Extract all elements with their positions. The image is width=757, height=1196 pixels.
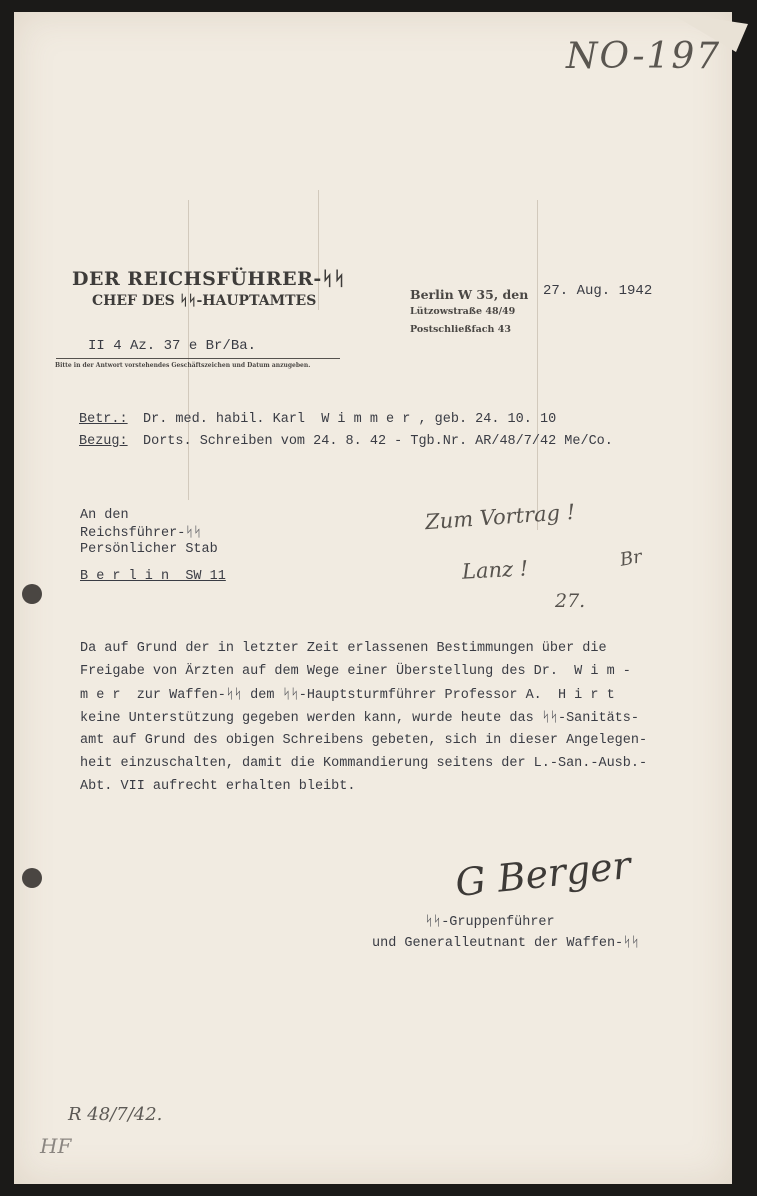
- body-line: Freigabe von Ärzten auf dem Wege einer Überstellung des Dr. W i m -: [80, 664, 631, 679]
- signature: G Berger: [453, 842, 633, 906]
- reference-note: Bitte in der Antwort vorstehendes Geschäftszeichen und Datum anzugeben.: [55, 362, 311, 369]
- fold-crease: [537, 200, 538, 530]
- body-line: m e r zur Waffen-ᛋᛋ dem ᛋᛋ-Hauptsturmführer Professor A. H i r t: [80, 688, 615, 703]
- sender-city-line: Berlin W 35, den: [410, 287, 529, 302]
- handwritten-initial: Br: [618, 546, 644, 571]
- reference-code: II 4 Az. 37 e Br/Ba.: [88, 338, 257, 354]
- signature-rank: und Generalleutnant der Waffen-ᛋᛋ: [372, 936, 640, 951]
- document-page: [14, 12, 732, 1184]
- punch-hole: [22, 868, 42, 888]
- recipient-line: Reichsführer-ᛋᛋ: [80, 526, 202, 541]
- recipient-line: An den: [80, 508, 129, 523]
- body-line: Abt. VII aufrecht erhalten bleibt.: [80, 779, 356, 794]
- letter-date: 27. Aug. 1942: [543, 283, 653, 299]
- letterhead-title: DER REICHSFÜHRER-ᛋᛋ: [72, 268, 346, 290]
- handwritten-note: Lanz !: [461, 556, 529, 584]
- sender-pobox: Postschließfach 43: [410, 324, 511, 335]
- file-number: R 48/7/42.: [68, 1104, 163, 1125]
- betr-text: Dr. med. habil. Karl W i m m e r , geb. 24. 10. 10: [143, 412, 557, 427]
- fold-crease: [318, 190, 319, 310]
- handwritten-note: Zum Vortrag !: [424, 499, 576, 535]
- punch-hole: [22, 584, 42, 604]
- body-line: heit einzuschalten, damit die Kommandierung seitens der L.-San.-Ausb.-: [80, 756, 648, 771]
- body-line: amt auf Grund des obigen Schreibens gebeten, sich in dieser Angelegen-: [80, 733, 648, 748]
- body-line: keine Unterstützung gegeben werden kann, wurde heute das ᛋᛋ-Sanitäts-: [80, 711, 639, 726]
- signature-rank: ᛋᛋ-Gruppenführer: [425, 915, 555, 930]
- body-line: Da auf Grund der in letzter Zeit erlassenen Bestimmungen über die: [80, 641, 607, 656]
- recipient-city: B e r l i n SW 11: [80, 569, 226, 584]
- recipient-line: Persönlicher Stab: [80, 542, 218, 557]
- letterhead-subtitle: CHEF DES ᛋᛋ-HAUPTAMTES: [92, 293, 317, 309]
- betr-label: Betr.:: [79, 412, 128, 427]
- sender-street: Lützowstraße 48/49: [410, 306, 516, 317]
- reference-rule: [56, 358, 340, 359]
- bezug-text: Dorts. Schreiben vom 24. 8. 42 - Tgb.Nr. AR/48/7/42 Me/Co.: [143, 434, 613, 449]
- bezug-label: Bezug:: [79, 434, 128, 449]
- corner-mark: HF: [40, 1134, 72, 1158]
- archive-mark: NO-197: [566, 36, 722, 77]
- handwritten-note: 27.: [555, 590, 586, 612]
